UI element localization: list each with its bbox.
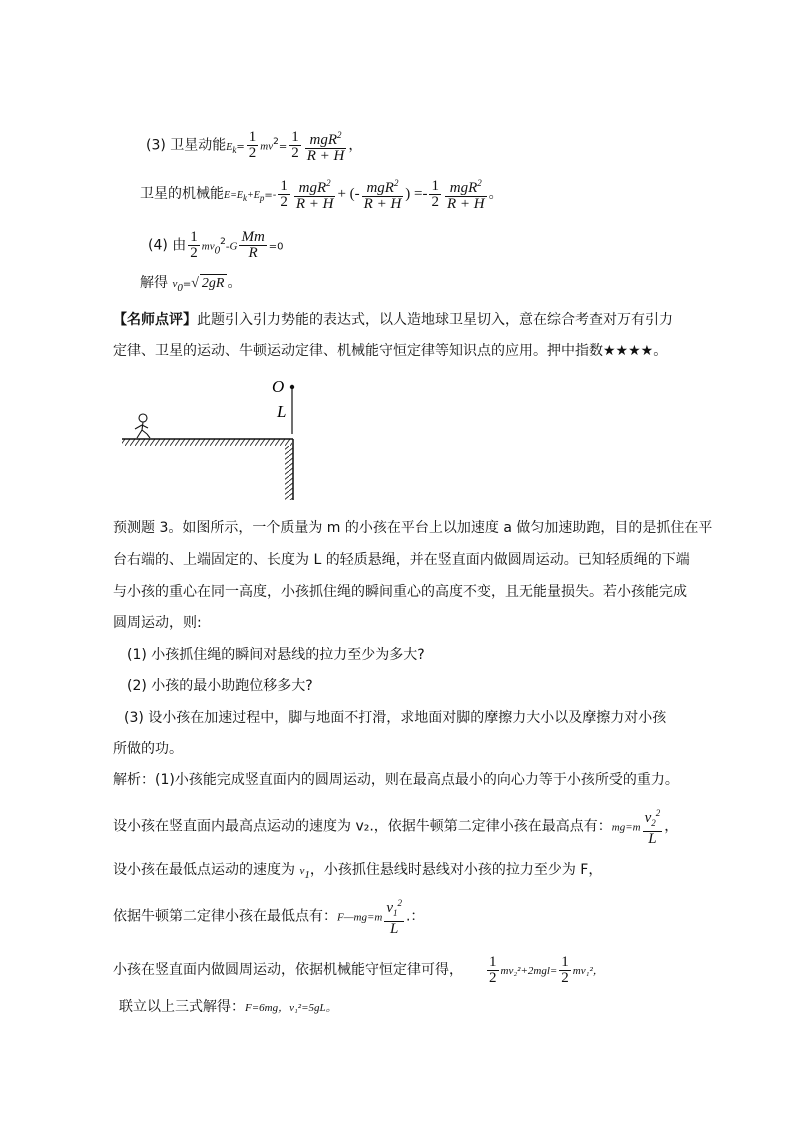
mg-eq: mg=m xyxy=(611,821,641,834)
f-eq: F—mg=m xyxy=(337,911,383,924)
solve-line xyxy=(140,274,241,297)
frac-den: 2 xyxy=(431,193,439,210)
mgr-text: mgR xyxy=(309,131,338,148)
frac-half xyxy=(429,179,441,210)
label-l: L xyxy=(277,402,287,421)
frac-half xyxy=(559,955,571,986)
frac-den: R + H xyxy=(295,196,334,212)
ek-e: E xyxy=(226,141,233,153)
frac-half xyxy=(278,179,290,210)
frac-num: 1 xyxy=(489,953,497,970)
mech-line xyxy=(140,174,503,214)
frac-num: 1 xyxy=(248,129,257,146)
frac-den: L xyxy=(648,831,657,847)
mech-ep: +E xyxy=(246,190,260,201)
mech-eq: =- xyxy=(264,190,277,201)
comma: ， xyxy=(664,818,679,835)
question-1: (1) 小孩抓住绳的瞬间对悬线的拉力至少为多大? xyxy=(127,647,425,663)
frac-den: 2 xyxy=(489,969,497,986)
frac-mgr xyxy=(445,176,487,212)
platform-hatch xyxy=(122,439,292,446)
comment-line-2 xyxy=(113,342,667,360)
square: 2 xyxy=(655,808,661,818)
eq-sign: = xyxy=(236,141,245,153)
frac-den: R + H xyxy=(363,196,402,212)
sqrt-radicand: 2gR xyxy=(200,274,228,293)
frac-num: 1 xyxy=(561,953,569,970)
comment-text-2: 定律、卫星的运动、牛顿运动定律、机械能守恒定律等知识点的应用。押中指数 xyxy=(113,343,603,359)
frac-half-1 xyxy=(247,130,259,161)
frac-den: 2 xyxy=(248,145,257,162)
mv-term: mv xyxy=(260,140,274,153)
question-2: (2) 小孩的最小助跑位移多大? xyxy=(127,678,313,694)
frac-den: R + H xyxy=(306,147,345,164)
frac-half xyxy=(487,955,499,986)
v0-sub: 0 xyxy=(177,281,183,294)
frac-den: R + H xyxy=(446,196,485,212)
child-figure xyxy=(135,414,150,438)
v1-sub: 1 xyxy=(304,868,310,881)
v1-symbol: v xyxy=(299,865,305,877)
rating-stars: ★★★★ xyxy=(603,343,654,359)
frac-mgr xyxy=(294,176,336,212)
mgr-text: mgR xyxy=(449,180,478,196)
mv0-term: mv xyxy=(201,240,215,253)
frac-den: L xyxy=(389,921,399,937)
problem-line-1: 预测题 3。如图所示，一个质量为 m 的小孩在平台上以加速度 a 做匀加速助跑，目的是抓住在平 xyxy=(113,520,713,536)
frac-den: 2 xyxy=(561,969,569,986)
mech-k: k xyxy=(242,193,247,203)
frac-num: 1 xyxy=(190,229,198,246)
mech-lhs-text: E=E xyxy=(224,190,243,201)
frac-den: 2 xyxy=(190,245,198,262)
frac-num: mgR$^2$ xyxy=(305,128,347,149)
frac-num: 1 xyxy=(431,177,439,194)
comment-line-1 xyxy=(113,311,673,329)
frac-num xyxy=(384,896,404,922)
analysis-line-5 xyxy=(113,950,604,990)
ek-symbol xyxy=(226,142,236,153)
analysis-text-4: 依据牛顿第二定律小孩在最低点有： xyxy=(113,908,337,925)
label-o: O xyxy=(272,377,285,396)
problem-line-2: 台右端的、上端固定的、长度为 L 的轻质悬绳，并在竖直面内做圆周运动。已知轻质绳的下端 xyxy=(113,552,690,568)
part3-line: (3) 卫星动能$E_k=$ $\frac{1}{2}$ $mv^2=$ $\frac{1}{2}$ $\frac{mgR^2}{R + H}$ ， xyxy=(146,129,363,164)
frac-num: mgR$^2$ xyxy=(445,176,487,197)
problem-line-3: 与小孩的重心在同一高度，小孩抓住绳的瞬间重心的高度不变，且无能量损失。若小孩能完成 xyxy=(113,584,687,600)
question-3b: 所做的功。 xyxy=(113,741,183,757)
plus-neg: + (- xyxy=(337,186,360,202)
mech-label: 卫星的机械能 xyxy=(140,186,224,202)
square: 2 xyxy=(397,898,402,908)
v-symbol: v xyxy=(386,900,393,916)
frac-den: 2 xyxy=(291,145,299,162)
comment-text-1: 此题引入引力势能的表达式，以人造地球卫星切入，意在综合考查对万有引力 xyxy=(197,312,673,328)
energy-mid: mv₂²+2mgl= xyxy=(500,965,558,977)
problem-figure xyxy=(115,376,315,502)
v-symbol: v xyxy=(644,810,652,826)
part4-label: (4) 由 xyxy=(148,237,187,254)
mech-lhs xyxy=(224,190,264,201)
comment-tag: 【名师点评】 xyxy=(113,312,197,328)
period: 。 xyxy=(653,343,668,359)
frac-num xyxy=(643,806,663,832)
frac-den: R xyxy=(248,245,258,262)
v-sub: 1 xyxy=(392,908,398,918)
frac-half-2 xyxy=(289,130,301,161)
comma: ， xyxy=(348,137,363,154)
frac-num: 1 xyxy=(280,177,288,194)
period: 。 xyxy=(488,186,503,202)
minus-g: -G xyxy=(225,240,238,253)
analysis-line-4 xyxy=(113,896,424,936)
frac-mgr xyxy=(305,128,347,164)
analysis-line-2 xyxy=(113,806,678,846)
frac-num: 1 xyxy=(291,129,299,146)
part4-line: (4) 由 $\frac{1}{2}$ $mv_0^2-G$ $\frac{Mm}{R}$ =0 xyxy=(148,229,284,262)
frac-den: 2 xyxy=(280,193,288,210)
wall-hatch xyxy=(285,446,293,500)
analysis-line-1: 解析：(1)小孩能完成竖直面内的圆周运动，则在最高点最小的向心力等于小孩所受的重力。 xyxy=(113,772,679,788)
eq-sign: = xyxy=(182,279,192,290)
analysis-line-3 xyxy=(113,861,602,884)
v-sub: 2 xyxy=(651,818,656,828)
part3-label: (3) 卫星动能 xyxy=(146,137,227,154)
analysis-text-5: 小孩在竖直面内做圆周运动，依据机械能守恒定律可得， xyxy=(113,962,463,978)
problem-line-4: 圆周运动，则: xyxy=(113,615,202,631)
line-end: .： xyxy=(405,908,425,925)
frac-num: Mm xyxy=(241,229,265,246)
analysis-text-3b: ，小孩抓住悬线时悬线对小孩的拉力至少为 F， xyxy=(309,862,603,878)
analysis-text-3a: 设小孩在最低点运动的速度为 xyxy=(113,862,295,878)
eq-zero: =0 xyxy=(268,241,284,253)
final-result: F=6mg，v₁²=5gL。 xyxy=(245,1002,337,1014)
sqrt-symbol: √ xyxy=(191,276,199,291)
v0-symbol: v xyxy=(172,278,178,290)
period: 。 xyxy=(227,275,242,291)
close-paren: ) =- xyxy=(405,186,428,202)
ek-sub: k xyxy=(232,144,237,155)
energy-end: mv₁²， xyxy=(572,965,604,977)
frac-half xyxy=(188,230,200,261)
frac-num: mgR$^2$ xyxy=(294,176,336,197)
question-3a: (3) 设小孩在加速过程中，脚与地面不打滑，求地面对脚的摩擦力大小以及摩擦力对小孩 xyxy=(124,710,667,726)
solve-label: 解得 xyxy=(140,275,168,291)
mgr-text: mgR xyxy=(366,180,394,196)
analysis-line-6 xyxy=(119,998,337,1017)
mgr-text: mgR xyxy=(298,180,327,196)
frac-num: mgR$^2$ xyxy=(362,176,404,197)
frac-mm-r xyxy=(239,230,266,261)
mv0-sub: 0 xyxy=(214,244,221,257)
frac-v2-l xyxy=(643,806,663,847)
frac-mgr xyxy=(362,176,404,212)
frac-v1-l xyxy=(384,896,404,937)
analysis-text-6: 联立以上三式解得： xyxy=(119,999,245,1015)
analysis-text-2: 设小孩在竖直面内最高点运动的速度为 v₂.，依据牛顿第二定律小孩在最高点有： xyxy=(113,818,612,835)
mech-p: p xyxy=(259,193,265,203)
